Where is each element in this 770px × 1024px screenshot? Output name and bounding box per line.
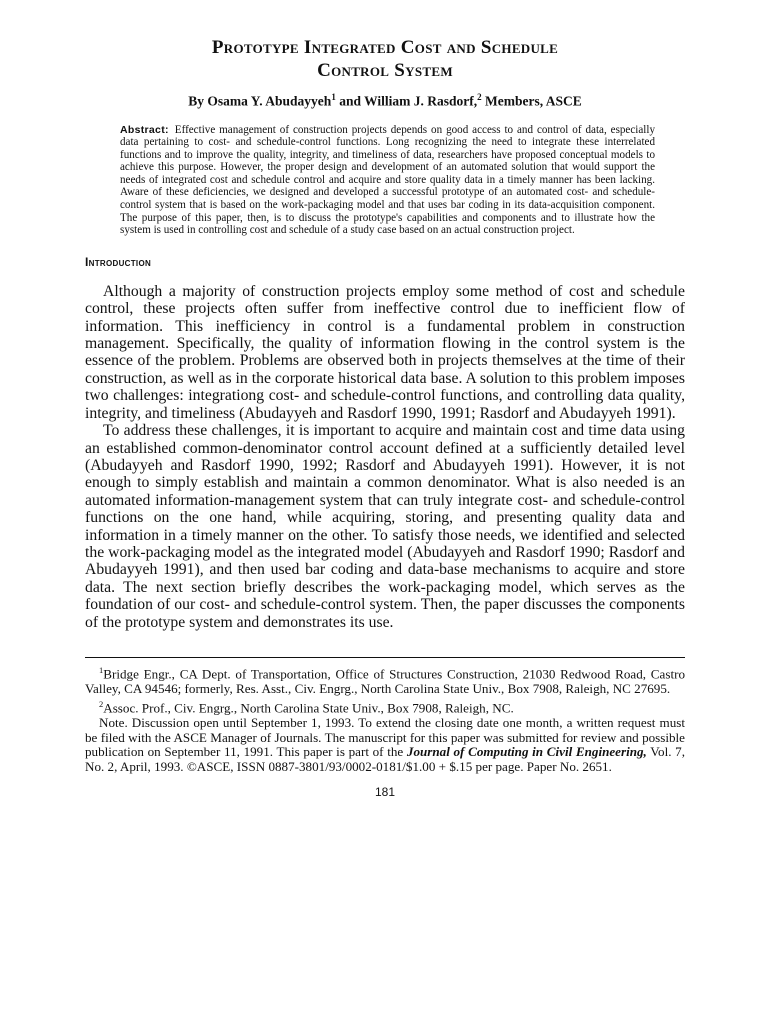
abstract-text: Effective management of construction projects depends on good access to and control of data, especially data pertaining to cost- and schedule-control functions. Long recognizing the need to integrate these interrelated functions and to improve the quality, integrity, and timeliness of data, researchers have proposed conceptual models to achieve this purpose. However, the proper design and development of an automated solution that would support the needs of integrated cost and schedule control and acquire and store quality data in a timely manner has been lacking. Aware of these deficiencies, we designed and developed a successful prototype of an automated cost- and schedule-control system that is based on the work-packaging model and that uses bar coding in its data-acquisition component. The purpose of this paper, then, is to discuss the prototype's capabilities and components and to illustrate how the system is used in controlling cost and schedule of a study case based on an actual construction project. (120, 123, 655, 237)
byline-author-2: and William J. Rasdorf, (335, 93, 478, 109)
section-heading-introduction (85, 255, 685, 269)
note-text-end: Vol. 7, No. 2, April, 1993. ©ASCE, ISSN 0887-3801/93/0002-0181/$1.00 + $.15 per page. Paper No. 2651. (85, 744, 686, 774)
footnote-1-text: Bridge Engr., CA Dept. of Transportation, Office of Structures Construction, 21030 Redwood Road, Castro Valley, CA 94546; formerly, Res. Asst., Civ. Engrg., North Carolina State Univ., Box 7908, Raleigh, NC 27695. (85, 666, 685, 697)
byline-sup-1: 1 (331, 92, 336, 102)
paper-page (85, 36, 685, 799)
footnotes (85, 663, 685, 775)
paragraph: To address these challenges, it is important to acquire and maintain cost and time data using an established common-denominator control account defined at a sufficiently detailed level (Abudayyeh and Rasdorf 1990, 1992; Rasdorf and Abudayyeh 1991). However, it is not enough to simply establish and maintain a common denominator. What is also needed is an automated information-management system that can truly integrate cost- and schedule-control functions on the one hand, while acquiring, storing, and presenting quality data and information in a timely manner on the other. To satisfy those needs, we identified and selected the work-packaging model as the integrated model (Abudayyeh and Rasdorf 1990; Rasdorf and Abudayyeh 1991), and then used bar coding and data-base mechanisms to acquire and store data. The next section briefly describes the work-packaging model, which serves as the foundation of our cost- and schedule-control system. Then, the paper discusses the components of the prototype system and demonstrates its use. (85, 422, 685, 631)
introduction-heading-text: Introduction (85, 254, 152, 269)
byline-sup-2: 2 (477, 92, 482, 102)
footnote-2-marker: 2 (99, 698, 104, 709)
paragraph: Although a majority of construction projects employ some method of cost and schedule control, these projects often suffer from ineffective control due to inefficient flow of information. This inefficiency in control is a fundamental problem in construction management. Specifically, the quality of information flowing in the control system is the essence of the problem. Problems are observed both in projects themselves at the time of their construction, as well as in the corporate historical data base. A solution to this problem imposes two challenges: integrationg cost- and schedule-control functions, and controlling data quality, integrity, and timeliness (Abudayyeh and Rasdorf 1990, 1991; Rasdorf and Abudayyeh 1991). (85, 282, 685, 422)
journal-name: Journal of Computing in Civil Engineering, (406, 744, 647, 760)
page-number: 181 (374, 784, 396, 799)
footnote-2 (85, 697, 685, 716)
footnote-note (85, 716, 685, 775)
abstract (120, 124, 655, 237)
abstract-label: Abstract: (120, 123, 169, 136)
footnote-divider (85, 657, 685, 658)
title-line-1: Prototype Integrated Cost and Schedule (211, 37, 559, 58)
byline-members: Members, ASCE (481, 93, 582, 109)
footnote-1-marker: 1 (99, 664, 104, 675)
paper-title (85, 36, 685, 82)
byline-author-1: By Osama Y. Abudayyeh (188, 93, 332, 109)
title-line-2: Control System (317, 60, 453, 81)
footnote-2-text: Assoc. Prof., Civ. Engrg., North Carolina State Univ., Box 7908, Raleigh, NC. (103, 700, 514, 716)
footnote-1 (85, 663, 685, 697)
author-byline (85, 92, 685, 110)
introduction-body (85, 283, 685, 631)
note-text-start: Note. Discussion open until September 1, 1993. To extend the closing date one month, a written request must be filed with the ASCE Manager of Journals. The manuscript for this paper was submitted for review and possible publication on September 11, 1991. This paper is part of the (85, 714, 685, 760)
